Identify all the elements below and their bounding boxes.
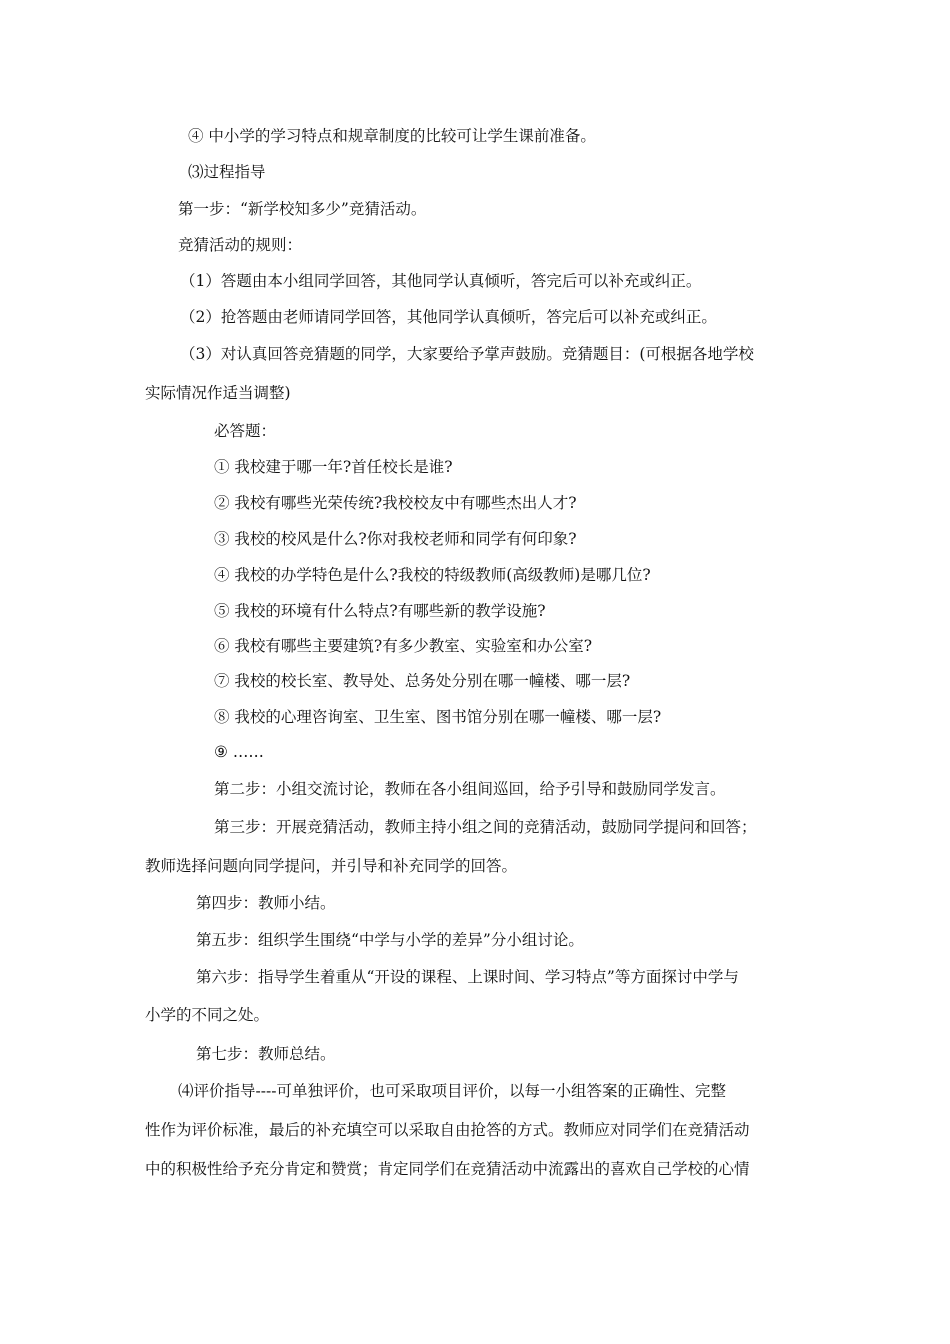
- text-line: 第一步：“新学校知多少”竞猜活动。: [178, 200, 427, 218]
- question-item: ④ 我校的办学特色是什么?我校的特级教师(高级教师)是哪几位?: [214, 566, 651, 584]
- text-line: ④ 中小学的学习特点和规章制度的比较可让学生课前准备。: [188, 127, 596, 145]
- rule-item: （2）抢答题由老师请同学回答，其他同学认真倾听，答完后可以补充或纠正。: [180, 308, 717, 326]
- question-item: ⑤ 我校的环境有什么特点?有哪些新的教学设施?: [214, 602, 546, 620]
- section-heading: ⑷评价指导----可单独评价，也可采取项目评价，以每一小组答案的正确性、完整: [178, 1082, 726, 1100]
- text-line: 实际情况作适当调整): [145, 384, 291, 402]
- step-item: 第五步：组织学生围绕“中学与小学的差异”分小组讨论。: [196, 931, 584, 949]
- question-item: ⑦ 我校的校长室、教导处、总务处分别在哪一幢楼、哪一层?: [214, 672, 631, 690]
- rule-item: （3）对认真回答竞猜题的同学，大家要给予掌声鼓励。竞猜题目：(可根据各地学校: [180, 345, 754, 363]
- text-line: 性作为评价标准，最后的补充填空可以采取自由抢答的方式。教师应对同学们在竞猜活动: [145, 1121, 750, 1139]
- text-line: 教师选择问题向同学提问，并引导和补充同学的回答。: [145, 857, 518, 875]
- step-item: 第二步：小组交流讨论，教师在各小组间巡回，给予引导和鼓励同学发言。: [214, 780, 726, 798]
- text-line: 竞猜活动的规则：: [178, 236, 303, 254]
- question-item: ① 我校建于哪一年?首任校长是谁?: [214, 458, 453, 476]
- text-line: 小学的不同之处。: [145, 1006, 270, 1024]
- step-item: 第六步：指导学生着重从“开设的课程、上课时间、学习特点”等方面探讨中学与: [196, 968, 739, 986]
- step-item: 第四步：教师小结。: [196, 894, 336, 912]
- section-heading: ⑶过程指导: [188, 163, 266, 181]
- question-item: ② 我校有哪些光荣传统?我校校友中有哪些杰出人才?: [214, 494, 577, 512]
- question-item: ⑨ ……: [214, 743, 264, 761]
- text-line: 中的积极性给予充分肯定和赞赏；肯定同学们在竞猜活动中流露出的喜欢自己学校的心情: [145, 1160, 750, 1178]
- question-item: ③ 我校的校风是什么?你对我校老师和同学有何印象?: [214, 530, 577, 548]
- question-item: ⑥ 我校有哪些主要建筑?有多少教室、实验室和办公室?: [214, 637, 593, 655]
- question-item: ⑧ 我校的心理咨询室、卫生室、图书馆分别在哪一幢楼、哪一层?: [214, 708, 662, 726]
- text-line: 必答题：: [214, 422, 277, 440]
- step-item: 第三步：开展竞猜活动，教师主持小组之间的竞猜活动，鼓励同学提问和回答；: [214, 818, 757, 836]
- step-item: 第七步：教师总结。: [196, 1045, 336, 1063]
- rule-item: （1）答题由本小组同学回答，其他同学认真倾听，答完后可以补充或纠正。: [180, 272, 702, 290]
